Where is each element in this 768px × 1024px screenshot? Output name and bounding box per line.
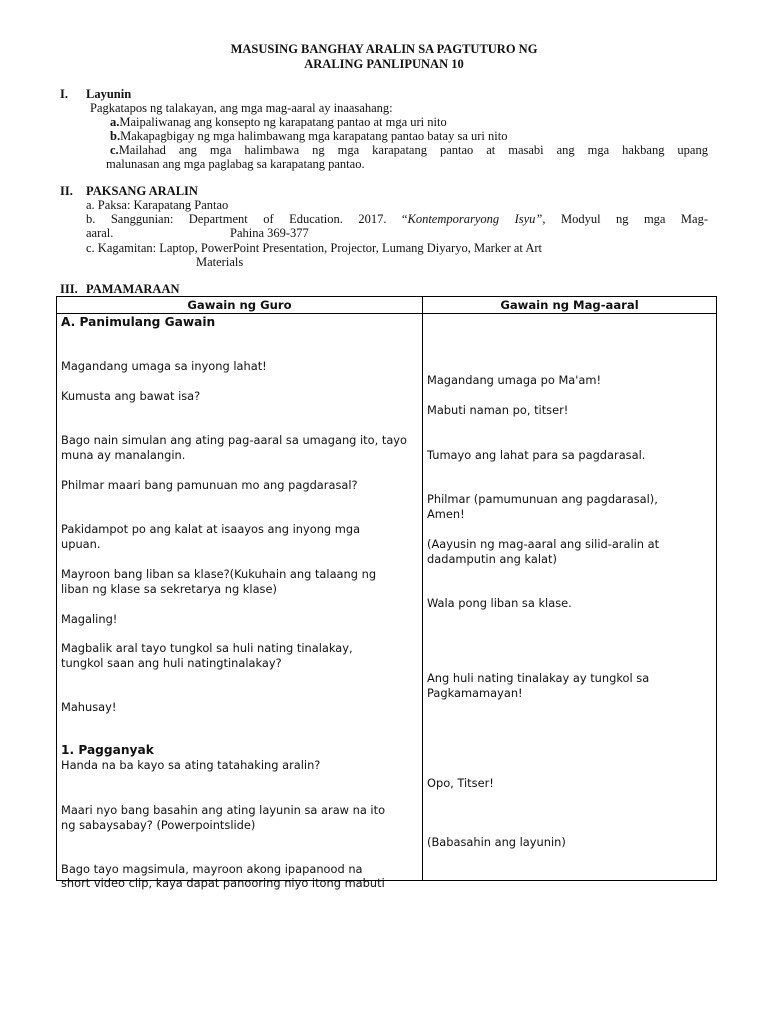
guro-line: upuan. xyxy=(61,537,101,551)
section-number: III. xyxy=(60,282,78,296)
section-title: PAKSANG ARALIN xyxy=(86,184,198,198)
layunin-intro: Pagkatapos ng talakayan, ang mga mag-aaral ay inaasahang: xyxy=(90,101,393,115)
sanggunian-prefix: b. Sanggunian: Department of Education. 2017. “ xyxy=(86,212,408,226)
objective-c xyxy=(110,143,708,158)
guro-line: ng sabaysabay? (Powerpointslide) xyxy=(61,818,256,832)
guro-line: Magandang umaga sa inyong lahat! xyxy=(61,359,267,373)
guro-line: liban ng klase sa sekretarya ng klase) xyxy=(61,582,277,596)
mag-aaral-line: Ang huli nating tinalakay ay tungkol sa xyxy=(427,671,650,685)
mag-aaral-line: Amen! xyxy=(427,507,465,521)
sanggunian-title: Kontemporaryong Isyu” xyxy=(407,212,543,226)
guro-line: Mayroon bang liban sa klase?(Kukuhain ang talaang ng xyxy=(61,567,377,581)
mag-aaral-line: Opo, Titser! xyxy=(427,776,494,790)
guro-line: short video clip, kaya dapat panooring niyo itong mabuti xyxy=(61,876,385,890)
subsection-pagganyak: 1. Pagganyak xyxy=(61,743,154,757)
guro-line: Bago tayo magsimula, mayroon akong ipapanood na xyxy=(61,862,363,876)
section-number: II. xyxy=(60,184,73,198)
paksa-line: a. Paksa: Karapatang Pantao xyxy=(86,198,229,212)
mag-aaral-line: Wala pong liban sa klase. xyxy=(427,596,572,610)
document-title-line1: MASUSING BANGHAY ARALIN SA PAGTUTURO NG xyxy=(230,42,538,56)
mag-aaral-line: Pagkamamayan! xyxy=(427,686,523,700)
section-title: PAMAMARAAN xyxy=(86,282,180,296)
section-layunin-heading xyxy=(60,87,131,102)
mag-aaral-line: Tumayo ang lahat para sa pagdarasal. xyxy=(427,448,646,462)
guro-line: Kumusta ang bawat isa? xyxy=(61,389,201,403)
column-header-mag-aaral: Gawain ng Mag-aaral xyxy=(423,297,717,314)
mag-aaral-line: dadamputin ang kalat) xyxy=(427,552,557,566)
guro-cell xyxy=(57,314,423,890)
section-number: I. xyxy=(60,87,68,101)
section-paksang-aralin-heading xyxy=(60,184,198,199)
guro-line: Pakidampot po ang kalat at isaayos ang inyong mga xyxy=(61,522,361,536)
sanggunian-line2-label: aaral. xyxy=(86,226,114,240)
document-title-line2: ARALING PANLIPUNAN 10 xyxy=(304,57,464,71)
objective-label: a. xyxy=(110,115,120,129)
guro-line: Magbalik aral tayo tungkol sa huli nating tinalakay, xyxy=(61,641,353,655)
objective-text: Mailahad ang mga halimbawa ng mga karapatang pantao at masabi ang mga hakbang upang xyxy=(118,143,708,157)
objective-a xyxy=(110,115,708,130)
kagamitan-line: c. Kagamitan: Laptop, PowerPoint Presentation, Projector, Lumang Diyaryo, Marker at Art xyxy=(86,241,542,255)
table-row xyxy=(57,314,717,881)
mag-aaral-cell xyxy=(423,314,717,881)
guro-line: Philmar maari bang pamunuan mo ang pagdarasal? xyxy=(61,478,358,492)
objective-label: c. xyxy=(110,143,119,157)
guro-line: Maari nyo bang basahin ang ating layunin sa araw na ito xyxy=(61,803,386,817)
subsection-panimulang-gawain: A. Panimulang Gawain xyxy=(61,315,216,329)
guro-line: muna ay manalangin. xyxy=(61,448,186,462)
objective-text: Makapagbigay ng mga halimbawang mga karapatang pantao batay sa uri nito xyxy=(120,129,508,143)
objective-text: Maipaliwanag ang konsepto ng karapatang pantao at mga uri nito xyxy=(119,115,447,129)
sanggunian-suffix: , Modyul ng mga Mag- xyxy=(542,212,709,226)
sanggunian-line xyxy=(86,212,708,227)
objective-label: b. xyxy=(110,129,121,143)
mag-aaral-line: Mabuti naman po, titser! xyxy=(427,403,569,417)
column-header-guro: Gawain ng Guro xyxy=(57,297,423,314)
mag-aaral-line: (Aayusin ng mag-aaral ang silid-aralin at xyxy=(427,537,660,551)
section-title: Layunin xyxy=(86,87,132,101)
section-pamamaraan-heading xyxy=(60,282,180,297)
objective-c-continued: malunasan ang mga paglabag sa karapatang pantao. xyxy=(106,157,365,171)
table-header-row xyxy=(57,297,717,314)
mag-aaral-line: Philmar (pamumunuan ang pagdarasal), xyxy=(427,492,658,506)
guro-line: tungkol saan ang huli natingtinalakay? xyxy=(61,656,282,670)
kagamitan-line2: Materials xyxy=(196,255,244,269)
guro-line: Magaling! xyxy=(61,612,118,626)
guro-line: Handa na ba kayo sa ating tatahaking aralin? xyxy=(61,758,321,772)
sanggunian-pages: Pahina 369-377 xyxy=(230,226,309,240)
mag-aaral-line: Magandang umaga po Ma'am! xyxy=(427,373,602,387)
objective-b xyxy=(110,129,708,144)
mag-aaral-line: (Babasahin ang layunin) xyxy=(427,835,566,849)
guro-line: Bago nain simulan ang ating pag-aaral sa umagang ito, tayo xyxy=(61,433,408,447)
procedure-table xyxy=(56,296,717,890)
guro-line: Mahusay! xyxy=(61,700,117,714)
